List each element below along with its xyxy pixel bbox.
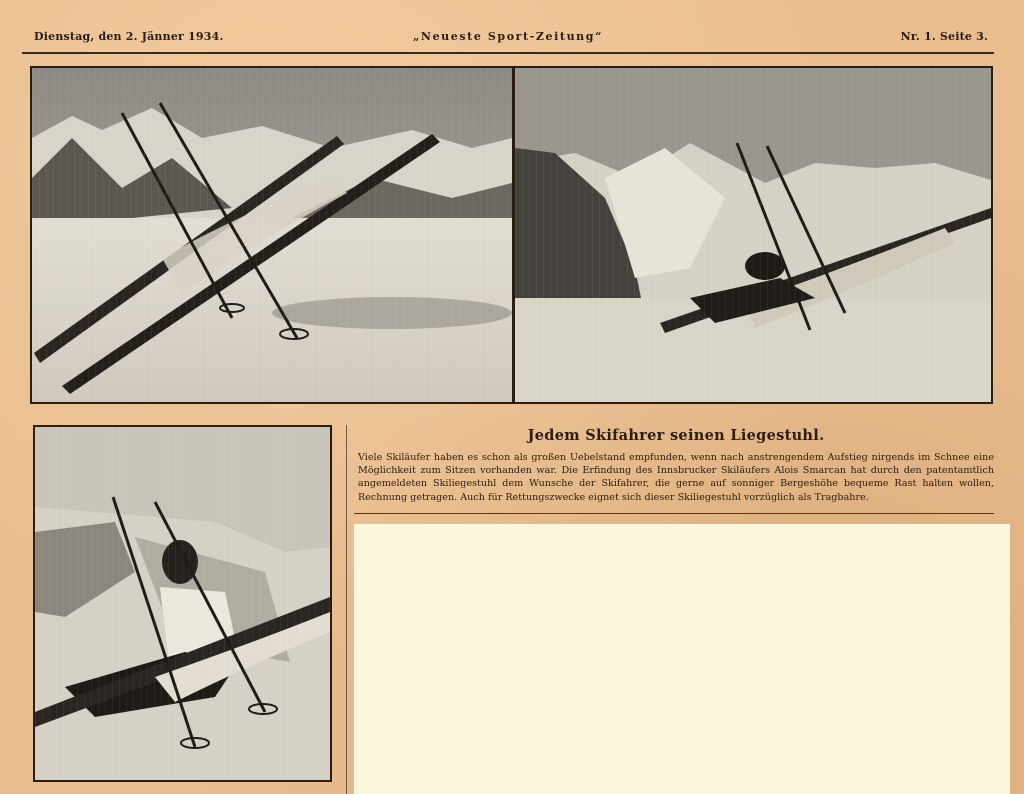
header-paper-name: „Neueste Sport-Zeitung“ [413,30,603,43]
article-body: Viele Skiläufer haben es schon als großen Uebelstand empfunden, wenn nach anstrengendem Aufstieg nirgends im Schnee eine Möglichkeit zum Sitzen vorhanden war. Die Erfindung des Innsbrucker Skiläufers Alois Smarcan hat durch den patentamtlich angemeldeten Skiliegestuhl dem Wunsche der Skifahrer, die gerne auf sonniger Bergeshöhe bequeme Rast halten wollen, Rechnung getragen. Auch für Rettungszwecke eignet sich dieser Skiliegestuhl vorzüglich als Tragbahre. [358,452,994,503]
photo-skier-sitting-image [35,427,330,780]
blank-area [354,524,1010,794]
photo-skier-lying [513,66,993,404]
column-divider [346,425,347,794]
article-bottom-rule [354,513,994,514]
article [358,425,994,504]
article-title: Jedem Skifahrer seinen Liegestuhl. [527,427,825,444]
photo-ski-chair-folded [30,66,514,404]
page-header [22,22,994,54]
photo-skier-sitting [33,425,332,782]
photo-ski-chair-folded-image [32,68,512,402]
header-page-number: Nr. 1. Seite 3. [900,30,988,43]
header-date: Dienstag, den 2. Jänner 1934. [34,30,224,43]
photo-skier-lying-image [515,68,991,402]
